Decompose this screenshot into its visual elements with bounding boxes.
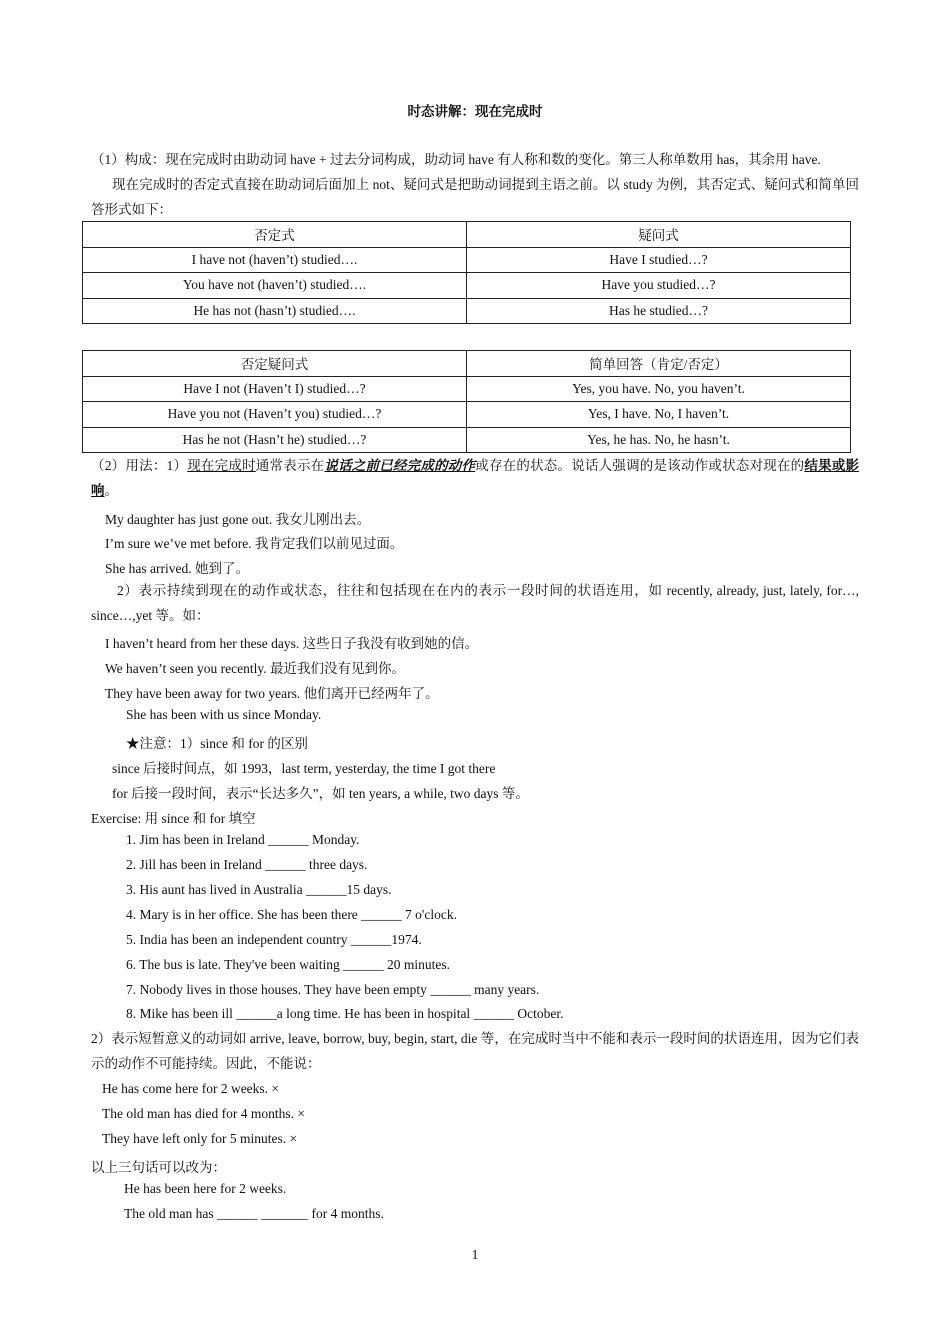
table-header-cell: 疑问式 xyxy=(467,222,851,248)
wrong-example: He has come here for 2 weeks. × xyxy=(102,1081,280,1096)
table-row xyxy=(83,298,851,324)
conjugation-table-1 xyxy=(82,221,851,324)
table-cell: Have you studied…? xyxy=(467,273,851,299)
table-cell: Has he studied…? xyxy=(467,298,851,324)
exercise-item: 5. India has been an independent country ______1974. xyxy=(126,932,422,947)
table-cell: Yes, you have. No, you haven’t. xyxy=(467,376,851,402)
usage-paragraph-2: 2）表示持续到现在的动作或状态，往往和包括现在在内的表示一段时间的状语连用，如 recently, already, just, lately, for…, since…,yet 等。如： xyxy=(91,583,859,623)
table-row xyxy=(83,273,851,299)
table-cell: Have you not (Haven’t you) studied…? xyxy=(83,402,467,428)
exercise-title: Exercise: 用 since 和 for 填空 xyxy=(91,811,256,826)
table-cell: Yes, I have. No, I haven’t. xyxy=(467,402,851,428)
emphasis-term: 说话之前已经完成的动作 xyxy=(324,458,476,473)
table-cell: You have not (haven’t) studied…. xyxy=(83,273,467,299)
underlined-term: 现在完成时 xyxy=(187,458,256,473)
section1-line1: （1）构成：现在完成时由助动词 have + 过去分词构成，助动词 have 有人称和数的变化。第三人称单数用 has，其余用 have. xyxy=(91,152,821,167)
example-sentence: We haven’t seen you recently. 最近我们没有见到你。 xyxy=(105,661,405,676)
usage-paragraph-3: 2）表示短暂意义的动词如 arrive, leave, borrow, buy, begin, start, die 等，在完成时当中不能和表示一段时间的状语连用，因为它们表示的动作不可能持续。因此，不能说： xyxy=(91,1031,859,1071)
table-row xyxy=(83,402,851,428)
corrected-example: The old man has ______ _______ for 4 months. xyxy=(124,1206,384,1221)
example-sentence: They have been away for two years. 他们离开已经两年了。 xyxy=(105,686,439,701)
exercise-item: 2. Jill has been in Ireland ______ three days. xyxy=(126,857,368,872)
wrong-example: They have left only for 5 minutes. × xyxy=(102,1131,298,1146)
exercise-item: 8. Mike has been ill ______a long time. He has been in hospital ______ October. xyxy=(126,1006,564,1021)
usage-paragraph xyxy=(91,453,859,503)
note-line: ★注意：1）since 和 for 的区别 xyxy=(126,736,308,751)
usage-text: 。 xyxy=(104,483,118,498)
table-row xyxy=(83,247,851,273)
table-cell: Have I studied…? xyxy=(467,247,851,273)
section1-paragraph xyxy=(91,147,859,222)
table-cell: Has he not (Hasn’t he) studied…? xyxy=(83,427,467,453)
wrong-example: The old man has died for 4 months. × xyxy=(102,1106,305,1121)
exercise-item: 3. His aunt has lived in Australia ______15 days. xyxy=(126,882,392,897)
table-header-cell: 否定式 xyxy=(83,222,467,248)
page-title: 时态讲解：现在完成时 xyxy=(407,104,543,120)
conjugation-table-2 xyxy=(82,350,851,453)
example-sentence: She has been with us since Monday. xyxy=(126,707,322,722)
exercise-item: 1. Jim has been in Ireland ______ Monday. xyxy=(126,832,360,847)
change-intro: 以上三句话可以改为： xyxy=(91,1160,226,1175)
example-sentence: My daughter has just gone out. 我女儿刚出去。 xyxy=(105,512,371,527)
table-header-row xyxy=(83,222,851,248)
table-header-cell: 简单回答（肯定/否定） xyxy=(467,351,851,377)
table-cell: Have I not (Haven’t I) studied…? xyxy=(83,376,467,402)
table-header-row xyxy=(83,351,851,377)
corrected-example: He has been here for 2 weeks. xyxy=(124,1181,287,1196)
example-sentence: I haven’t heard from her these days. 这些日子我没有收到她的信。 xyxy=(105,636,479,651)
table-header-cell: 否定疑问式 xyxy=(83,351,467,377)
exercise-item: 6. The bus is late. They've been waiting ______ 20 minutes. xyxy=(126,957,451,972)
section1-line2: 现在完成时的否定式直接在助动词后面加上 not、疑问式是把助动词提到主语之前。以 study 为例，其否定式、疑问式和简单回答形式如下： xyxy=(91,177,859,217)
table-cell: Yes, he has. No, he hasn’t. xyxy=(467,427,851,453)
table-row xyxy=(83,376,851,402)
usage-lead: （2）用法：1） xyxy=(91,458,188,473)
page-number: 1 xyxy=(471,1247,479,1262)
since-rule: since 后接时间点，如 1993，last term, yesterday, the time I got there xyxy=(112,761,496,776)
usage-text: 通常表示在 xyxy=(255,458,325,473)
table-row xyxy=(83,427,851,453)
example-sentence: I’m sure we’ve met before. 我肯定我们以前见过面。 xyxy=(105,536,404,551)
for-rule: for 后接一段时间，表示“长达多久”，如 ten years, a while, two days 等。 xyxy=(112,786,529,801)
exercise-item: 7. Nobody lives in those houses. They have been empty ______ many years. xyxy=(126,982,540,997)
usage-text: 或存在的状态。说话人强调的是该动作或状态对现在的 xyxy=(475,458,805,473)
table-cell: He has not (hasn’t) studied…. xyxy=(83,298,467,324)
emphasis-term: 结果或影响 xyxy=(91,458,860,498)
exercise-item: 4. Mary is in her office. She has been there ______ 7 o'clock. xyxy=(126,907,457,922)
table-cell: I have not (haven’t) studied…. xyxy=(83,247,467,273)
example-sentence: She has arrived. 她到了。 xyxy=(105,561,249,576)
